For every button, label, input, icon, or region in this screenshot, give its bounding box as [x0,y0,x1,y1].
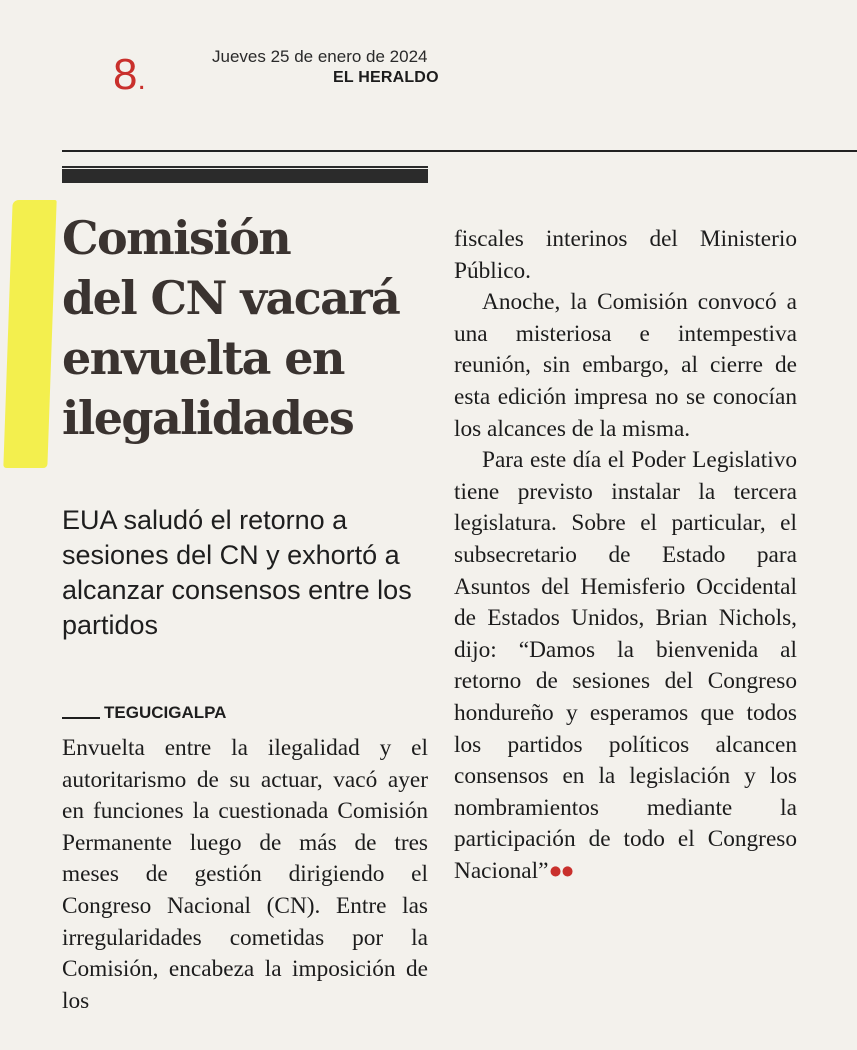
newspaper-name: EL HERALDO [333,69,439,86]
header-rule [62,150,857,152]
paragraph [454,445,797,887]
headline-line: Comisión [62,211,291,265]
dateline [62,703,226,723]
paragraph: fiscales interinos del Ministerio Público. [454,226,797,284]
headline-line: ilegalidades [62,391,354,445]
paragraph: Anoche, la Comisión convocó a una misteriosa e intempestiva reunión, sin embargo, al cierre de esta edición impresa no se conocían los alcances de la misma. [454,289,797,442]
dateline-rule [62,717,100,719]
article-column-2 [454,224,797,887]
section-rule-thin [62,166,428,168]
end-of-article-mark: ●● [548,857,573,884]
yellow-highlighter-mark [3,200,56,468]
dateline-city: TEGUCIGALPA [104,703,227,722]
article-deck: EUA saludó el retorno a sesiones del CN y exhortó a alcanzar consensos entre los partidos [62,505,412,640]
headline-line: del CN vacará [62,271,400,325]
article-headline [62,208,434,448]
article-column-1: Envuelta entre la ilegalidad y el autoritarismo de su actuar, vacó ayer en funciones la cuestionada Comisión Permanente luego de más de tres meses de gestión dirigiendo el Congreso Nacional (CN). Entre las irregularidades cometidas por la Comisión, encabeza la imposición de los [62,735,428,1014]
section-rule-thick [62,169,428,183]
paragraph-text: Para este día el Poder Legislativo tiene previsto instalar la tercera legislatura. Sobre el particular, el subsecretario de Estado para Asuntos del Hemisferio Occidental de Estados Unidos, Brian Nichols, dijo: “Damos la bienvenida al retorno de sesiones del Congreso hondureño y esperamos que todos los partidos políticos alcancen consensos en la legislación y los nombramientos mediante la participación de todo el Congreso Nacional” [454,447,797,884]
issue-date: Jueves 25 de enero de 2024 [212,47,428,66]
headline-line: envuelta en [62,331,344,385]
page-number: 8. [113,50,146,99]
